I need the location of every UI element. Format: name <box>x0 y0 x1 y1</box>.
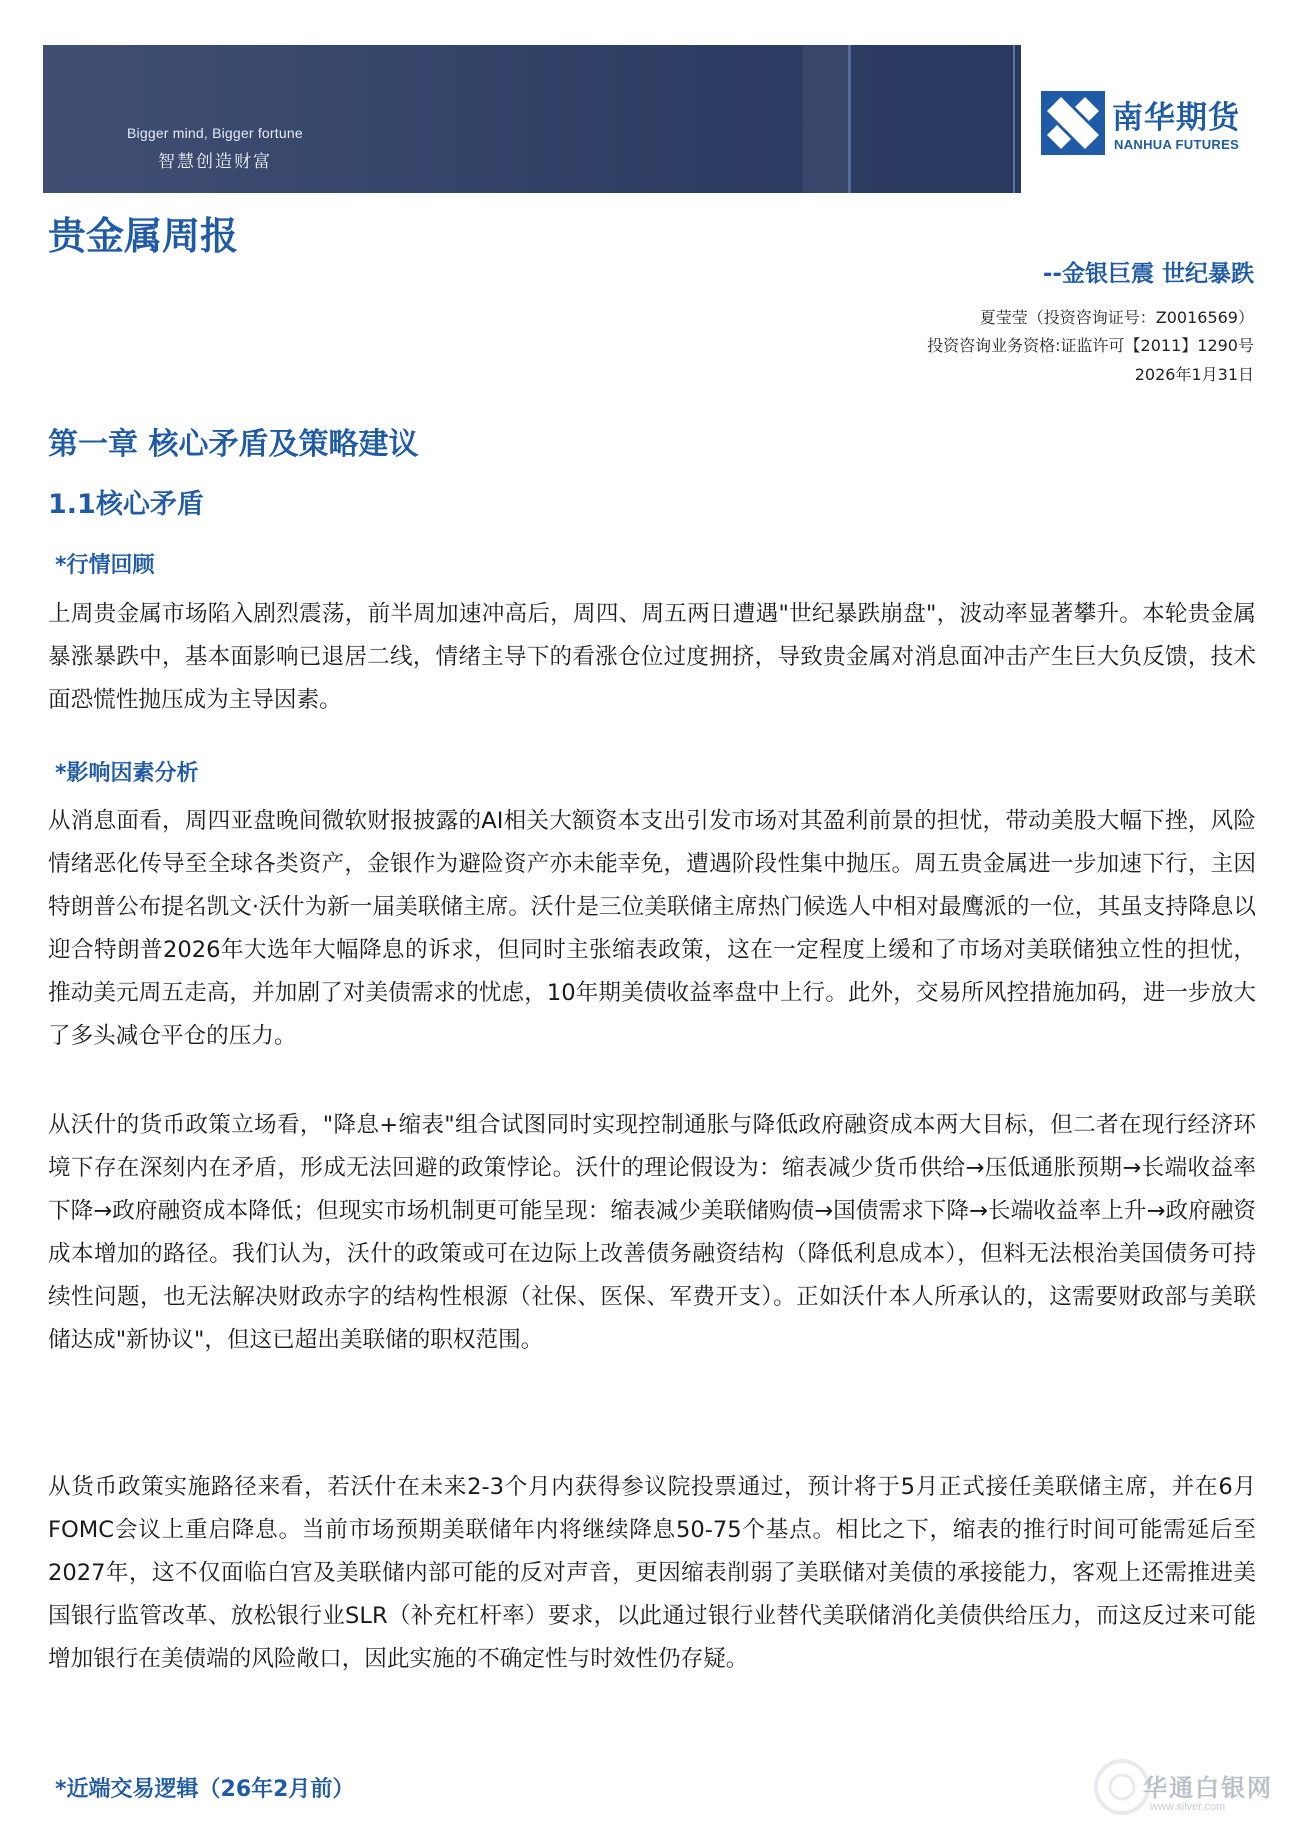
banner-slogan-cn: 智慧创造财富 <box>158 152 272 172</box>
subhead-review: *行情回顾 <box>55 553 155 578</box>
banner-stripe <box>848 45 851 193</box>
paragraph-review: 上周贵金属市场陷入剧烈震荡，前半周加速冲高后，周四、周五两日遭遇"世纪暴跌崩盘"，波动率显著攀升。本轮贵金属暴涨暴跌中，基本面影响已退居二线，情绪主导下的看涨仓位过度拥挤，导致贵金属对消息面冲击产生巨大负反馈，技术面恐慌性抛压成为主导因素。 <box>48 601 1256 713</box>
report-date: 2026年1月31日 <box>1134 365 1254 384</box>
subhead-factors: *影响因素分析 <box>55 761 199 786</box>
watermark-url: www.silver.com <box>1150 1801 1226 1813</box>
company-logo <box>1021 45 1260 193</box>
banner-slogan-en: Bigger mind, Bigger fortune <box>127 125 303 141</box>
paragraph-factors-1: 从消息面看，周四亚盘晚间微软财报披露的AI相关大额资本支出引发市场对其盈利前景的担忧，带动美股大幅下挫，风险情绪恶化传导至全球各类资产，金银作为避险资产亦未能幸免，遭遇阶段性集中抛压。周五贵金属进一步加速下行，主因特朗普公布提名凯文·沃什为新一届美联储主席。沃什是三位美联储主席热门候选人中相对最鹰派的一位，其虽支持降息以迎合特朗普2026年大选年大幅降息的诉求，但同时主张缩表政策，这在一定程度上缓和了市场对美联储独立性的担忧，推动美元周五走高，并加剧了对美债需求的忧虑，10年期美债收益率盘中上行。此外，交易所风控措施加码，进一步放大了多头减仓平仓的压力。 <box>48 808 1256 1049</box>
report-subtitle: --金银巨震 世纪暴跌 <box>1042 261 1254 287</box>
author-line: 夏莹莹（投资咨询证号：Z0016569） <box>979 308 1254 327</box>
chapter-heading: 第一章 核心矛盾及策略建议 <box>48 427 419 462</box>
logo-text-cn: 南华期货 <box>1112 100 1240 136</box>
nanhua-logo-icon <box>1041 91 1105 155</box>
header-banner <box>43 45 1260 193</box>
banner-stripe <box>1013 45 1015 193</box>
paragraph-factors-3: 从货币政策实施路径来看，若沃什在未来2-3个月内获得参议院投票通过，预计将于5月正式接任美联储主席，并在6月FOMC会议上重启降息。当前市场预期美联储年内将继续降息50-75个基点。相比之下，缩表的推行时间可能需延后至2027年，这不仅面临白宫及美联储内部可能的反对声音，更因缩表削弱了美联储对美债的承接能力，客观上还需推进美国银行监管改革、放松银行业SLR（补充杠杆率）要求，以此通过银行业替代美联储消化美债供给压力，而这反过来可能增加银行在美债端的风险敞口，因此实施的不确定性与时效性仍存疑。 <box>48 1474 1256 1672</box>
banner-stripe <box>803 45 848 193</box>
paragraph-factors-2: 从沃什的货币政策立场看，"降息+缩表"组合试图同时实现控制通胀与降低政府融资成本两大目标，但二者在现行经济环境下存在深刻内在矛盾，形成无法回避的政策悖论。沃什的理论假设为：缩表减少货币供给→压低通胀预期→长端收益率下降→政府融资成本降低；但现实市场机制更可能呈现：缩表减少美联储购债→国债需求下降→长端收益率上升→政府融资成本增加的路径。我们认为，沃什的政策或可在边际上改善债务融资结构（降低利息成本），但料无法根治美国债务可持续性问题，也无法解决财政赤字的结构性根源（社保、医保、军费开支）。正如沃什本人所承认的，这需要财政部与美联储达成"新协议"，但这已超出美联储的职权范围。 <box>48 1112 1256 1353</box>
report-title: 贵金属周报 <box>48 214 239 258</box>
section-heading: 1.1核心矛盾 <box>48 489 204 520</box>
subhead-near-term: *近端交易逻辑（26年2月前） <box>55 1777 355 1802</box>
license-line: 投资咨询业务资格:证监许可【2011】1290号 <box>927 336 1254 355</box>
logo-text-en: NANHUA FUTURES <box>1114 137 1240 152</box>
watermark-text: 华通白银网 <box>1143 1774 1273 1802</box>
